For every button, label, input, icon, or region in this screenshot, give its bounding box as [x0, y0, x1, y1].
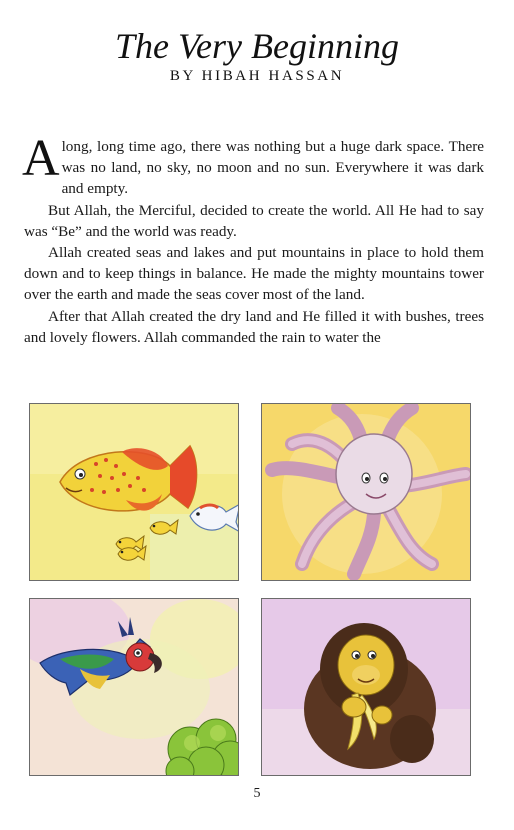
paragraph-3: Allah created seas and lakes and put mountains in place to hold them down and to keep things in balance. He made the mighty mountains tower over the earth and made the seas cover most of the land.: [24, 244, 484, 304]
fish-illustration: [29, 403, 239, 581]
page-number: 5: [253, 786, 261, 801]
paragraph-1-text: long, long time ago, there was nothing but a huge dark space. There was no land, no sky, no moon and no sun. Everywhere it was dark and empty.: [61, 138, 484, 198]
parrot-illustration: [29, 598, 239, 776]
drop-cap: A: [22, 130, 60, 187]
story-text: [22, 130, 484, 348]
page-title: The Very Beginning: [115, 26, 399, 66]
paragraph-2: But Allah, the Merciful, decided to create the world. All He had to say was “Be” and the world was ready.: [24, 201, 484, 240]
paragraph-1: [22, 130, 484, 200]
paragraph-4: After that Allah created the dry land and He filled it with bushes, trees and lovely flowers. Allah commanded the rain to water the: [24, 307, 484, 346]
author-byline: BY HIBAH HASSAN: [169, 68, 345, 84]
gorilla-illustration: [261, 598, 471, 776]
octopus-illustration: [261, 403, 471, 581]
